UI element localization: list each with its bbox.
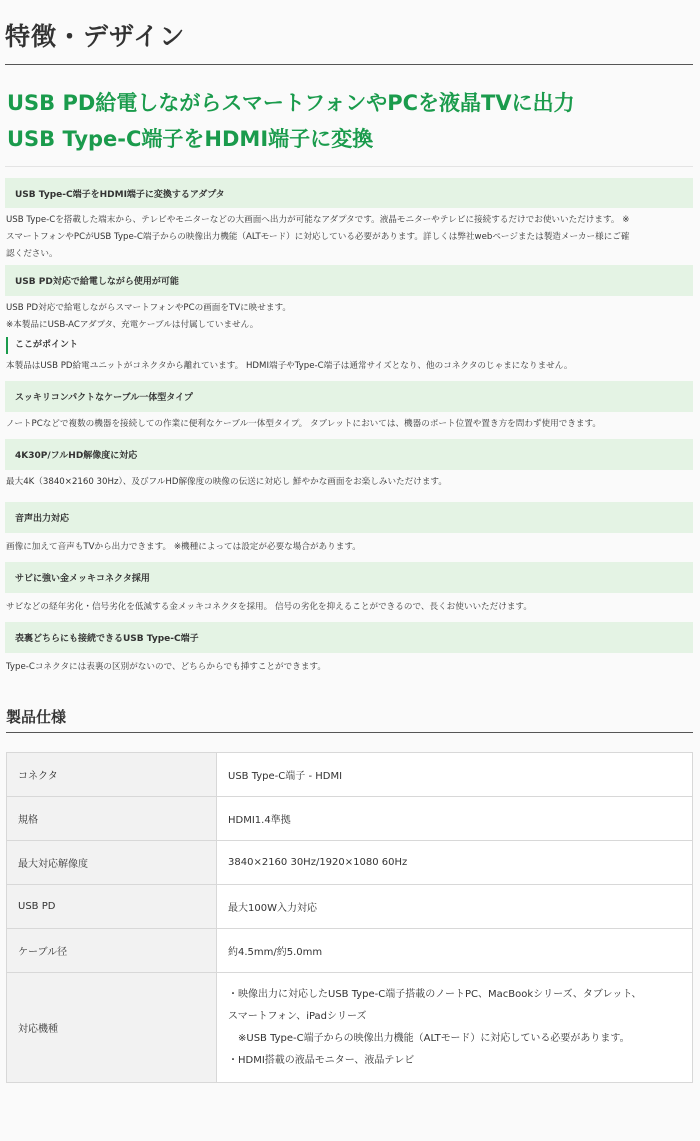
feature-body-compact-cable bbox=[5, 416, 693, 433]
feature-heading-reversible: 表裏どちらにも接続できるUSB Type-C端子 bbox=[5, 622, 693, 653]
features-title: 特徴・デザイン bbox=[5, 0, 693, 65]
spec-key: 最大対応解像度 bbox=[7, 841, 217, 885]
feature-body-usb-pd bbox=[5, 300, 693, 334]
feature-line: サビなどの経年劣化・信号劣化を低減する金メッキコネクタを採用。 信号の劣化を抑えることができるので、長くお使いいただけます。 bbox=[6, 602, 532, 612]
compat-line: ・HDMI搭載の液晶モニター、液晶テレビ bbox=[228, 1054, 415, 1066]
feature-body-reversible bbox=[5, 659, 693, 676]
spec-key: 対応機種 bbox=[7, 973, 217, 1083]
feature-line: USB PD対応で給電しながらスマートフォンやPCの画面をTVに映せます。 bbox=[6, 303, 291, 313]
feature-line: ノートPCなどで複数の機器を接続しての作業に便利なケーブル一体型タイプ。 タブレットにおいては、機器のポート位置や置き方を問わず使用できます。 bbox=[6, 419, 602, 429]
spec-key: USB PD bbox=[7, 885, 217, 929]
point-label: ここがポイント bbox=[6, 337, 693, 354]
compat-line: スマートフォン、iPadシリーズ bbox=[228, 1010, 367, 1022]
table-row bbox=[7, 973, 693, 1083]
headline-line-1: USB PD給電しながらスマートフォンやPCを液晶TVに出力 bbox=[7, 91, 575, 115]
table-row bbox=[7, 797, 693, 841]
feature-heading-compact-cable: スッキリコンパクトなケーブル一体型タイプ bbox=[5, 381, 693, 412]
feature-body-audio bbox=[5, 539, 693, 556]
feature-line: 本製品はUSB PD給電ユニットがコネクタから離れています。 HDMI端子やType-C端子は通常サイズとなり、他のコネクタのじゃまになりません。 bbox=[6, 361, 573, 371]
spec-value-compat bbox=[217, 973, 693, 1083]
feature-line: 認ください。 bbox=[6, 249, 58, 259]
compat-line: ※USB Type-C端子からの映像出力機能（ALTモード）に対応している必要があります。 bbox=[238, 1032, 630, 1044]
table-row bbox=[7, 929, 693, 973]
specs-title: 製品仕様 bbox=[6, 702, 693, 733]
table-row bbox=[7, 753, 693, 797]
spec-value: USB Type-C端子 - HDMI bbox=[217, 753, 693, 797]
spec-value: 約4.5mm/約5.0mm bbox=[217, 929, 693, 973]
feature-line: ※本製品にUSB-ACアダプタ、充電ケーブルは付属していません。 bbox=[6, 320, 259, 330]
headline-divider bbox=[5, 165, 693, 167]
feature-line: USB Type-Cを搭載した端末から、テレビやモニターなどの大画面へ出力が可能なアダプタです。液晶モニターやテレビに接続するだけでお使いいただけます。 ※ bbox=[6, 215, 630, 225]
headline bbox=[7, 85, 693, 157]
feature-line: 画像に加えて音声もTVから出力できます。 ※機種によっては設定が必要な場合があります。 bbox=[6, 542, 361, 552]
point-text bbox=[5, 358, 693, 375]
feature-heading-gold-connector: サビに強い金メッキコネクタ採用 bbox=[5, 562, 693, 593]
spec-key: 規格 bbox=[7, 797, 217, 841]
feature-heading-audio: 音声出力対応 bbox=[5, 502, 693, 533]
spec-key: コネクタ bbox=[7, 753, 217, 797]
feature-line: 最大4K（3840×2160 30Hz）、及びフルHD解像度の映像の伝送に対応し 鮮やかな画面をお楽しみいただけます。 bbox=[6, 477, 447, 487]
spec-value: 最大100W入力対応 bbox=[217, 885, 693, 929]
spec-key: ケーブル径 bbox=[7, 929, 217, 973]
feature-line: Type-Cコネクタには表裏の区別がないので、どちらからでも挿すことができます。 bbox=[6, 662, 326, 672]
feature-heading-usb-pd: USB PD対応で給電しながら使用が可能 bbox=[5, 265, 693, 296]
feature-line: スマートフォンやPCがUSB Type-C端子からの映像出力機能（ALTモード）に対応している必要があります。詳しくは弊社webページまたは製造メーカー様にご確 bbox=[6, 232, 630, 242]
headline-line-2: USB Type-C端子をHDMI端子に変換 bbox=[7, 127, 374, 151]
spec-value: HDMI1.4準拠 bbox=[217, 797, 693, 841]
feature-heading-type-c-hdmi: USB Type-C端子をHDMI端子に変換するアダプタ bbox=[5, 178, 693, 208]
feature-body-type-c-hdmi bbox=[5, 212, 693, 263]
feature-heading-resolution: 4K30P/フルHD解像度に対応 bbox=[5, 439, 693, 470]
spec-value: 3840×2160 30Hz/1920×1080 60Hz bbox=[217, 841, 693, 885]
spec-table bbox=[6, 752, 693, 1083]
feature-body-gold-connector bbox=[5, 599, 693, 616]
feature-body-resolution bbox=[5, 474, 693, 491]
compat-line: ・映像出力に対応したUSB Type-C端子搭載のノートPC、MacBookシリーズ、タブレット、 bbox=[228, 988, 642, 1000]
table-row bbox=[7, 841, 693, 885]
table-row bbox=[7, 885, 693, 929]
